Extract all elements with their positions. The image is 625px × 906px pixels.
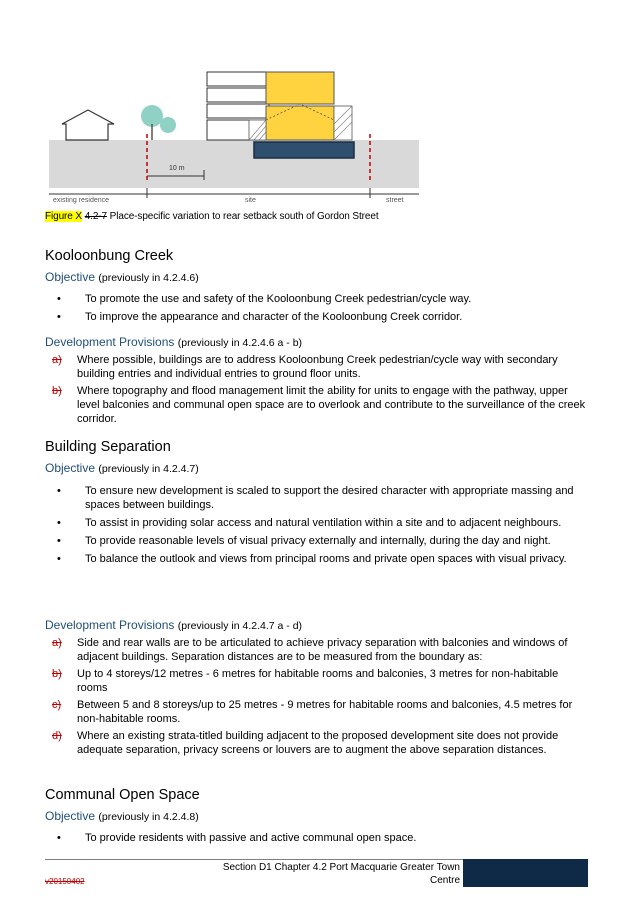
scale-label: 10 m	[169, 165, 185, 172]
heading-communal: Communal Open Space	[45, 787, 200, 803]
version-stamp: v20150402	[45, 877, 85, 886]
list-item: • To improve the appearance and character of the Kooloonbung Creek corridor.	[57, 311, 463, 323]
basement-block	[254, 142, 354, 158]
objective-separation	[45, 461, 199, 475]
objective-ref: (previously in 4.2.4.8)	[98, 811, 199, 823]
tree-large	[141, 105, 163, 127]
setback-figure	[44, 64, 424, 209]
provision-item: b) Up to 4 storeys/12 metres - 6 metres for habitable rooms and balconies, 3 metres for non-habitable rooms	[52, 668, 559, 694]
building-upper-block	[266, 72, 334, 104]
label-street: street	[386, 197, 404, 204]
footer-color-bar	[463, 859, 588, 887]
list-item: • To provide residents with passive and active communal open space.	[57, 832, 417, 844]
existing-residence-shape	[62, 110, 114, 140]
objective-label: Objective	[45, 809, 96, 823]
objective-list-separation	[57, 484, 577, 570]
provision-item: b) Where topography and flood management limit the ability for units to engage with the pathway, upper level balconies and communal open space are to overlook and contribute to the surveillance of the creek corridor.	[52, 385, 586, 425]
figure-caption	[45, 211, 379, 222]
provision-item: a) Side and rear walls are to be articulated to achieve privacy separation with balconies and windows of adjacent buildings. Separation distances are to be measured from the boundary as:	[52, 637, 568, 663]
dp-kooloonbung	[45, 335, 302, 349]
list-item: • To balance the outlook and views from principal rooms and private open spaces with visual privacy.	[57, 553, 567, 565]
caption-prefix: Figure X	[45, 211, 82, 222]
label-existing-residence: existing residence	[53, 197, 110, 204]
building-floor	[207, 104, 269, 118]
caption-old-number: 4.2-7	[84, 211, 107, 222]
heading-separation: Building Separation	[45, 439, 171, 455]
objective-label: Objective	[45, 270, 96, 284]
footer-rule	[45, 859, 463, 860]
footer-section-title: Section D1 Chapter 4.2 Port Macquarie Greater Town Centre	[222, 862, 460, 886]
setback-diagram	[44, 64, 424, 209]
list-item: • To provide reasonable levels of visual privacy externally and internally, during the day and night.	[57, 535, 551, 547]
building-floor	[207, 88, 269, 102]
dp-label: Development Provisions	[45, 618, 175, 632]
dp-ref: (previously in 4.2.4.6 a - b)	[177, 337, 303, 349]
caption-text: Place-specific variation to rear setback south of Gordon Street	[109, 211, 379, 222]
objective-kooloonbung	[45, 270, 199, 284]
objective-communal	[45, 809, 199, 823]
building-lower-block	[266, 106, 334, 140]
provision-list-separation	[52, 636, 586, 760]
list-item: • To promote the use and safety of the Kooloonbung Creek pedestrian/cycle way.	[57, 293, 472, 305]
list-item: • To ensure new development is scaled to support the desired character with appropriate massing and spaces between buildings.	[57, 485, 574, 511]
objective-ref: (previously in 4.2.4.6)	[98, 272, 199, 284]
dp-ref: (previously in 4.2.4.7 a - d)	[177, 620, 303, 632]
objective-ref: (previously in 4.2.4.7)	[98, 463, 199, 475]
provision-item: d) Where an existing strata-titled building adjacent to the proposed development site does not provide adequate separation, privacy screens or louvers are to augment the above separation distances.	[52, 730, 559, 756]
list-item: • To assist in providing solar access and natural ventilation within a site and to adjacent neighbours.	[57, 517, 562, 529]
building-floor	[207, 72, 269, 86]
objective-list-kooloonbung	[57, 292, 577, 328]
dp-separation	[45, 618, 302, 632]
objective-label: Objective	[45, 461, 96, 475]
tree-small	[160, 117, 176, 133]
heading-kooloonbung: Kooloonbung Creek	[45, 248, 174, 264]
provision-list-kooloonbung	[52, 353, 586, 429]
dp-label: Development Provisions	[45, 335, 175, 349]
provision-item: c) Between 5 and 8 storeys/up to 25 metres - 9 metres for habitable rooms and balconies, 4.5 metres for non-habitable rooms.	[52, 699, 573, 725]
provision-item: a) Where possible, buildings are to address Kooloonbung Creek pedestrian/cycle way with secondary building entries and individual entries to ground floor units.	[52, 354, 558, 380]
label-site: site	[245, 197, 256, 204]
objective-list-communal	[57, 831, 577, 849]
ground-band	[49, 140, 419, 188]
